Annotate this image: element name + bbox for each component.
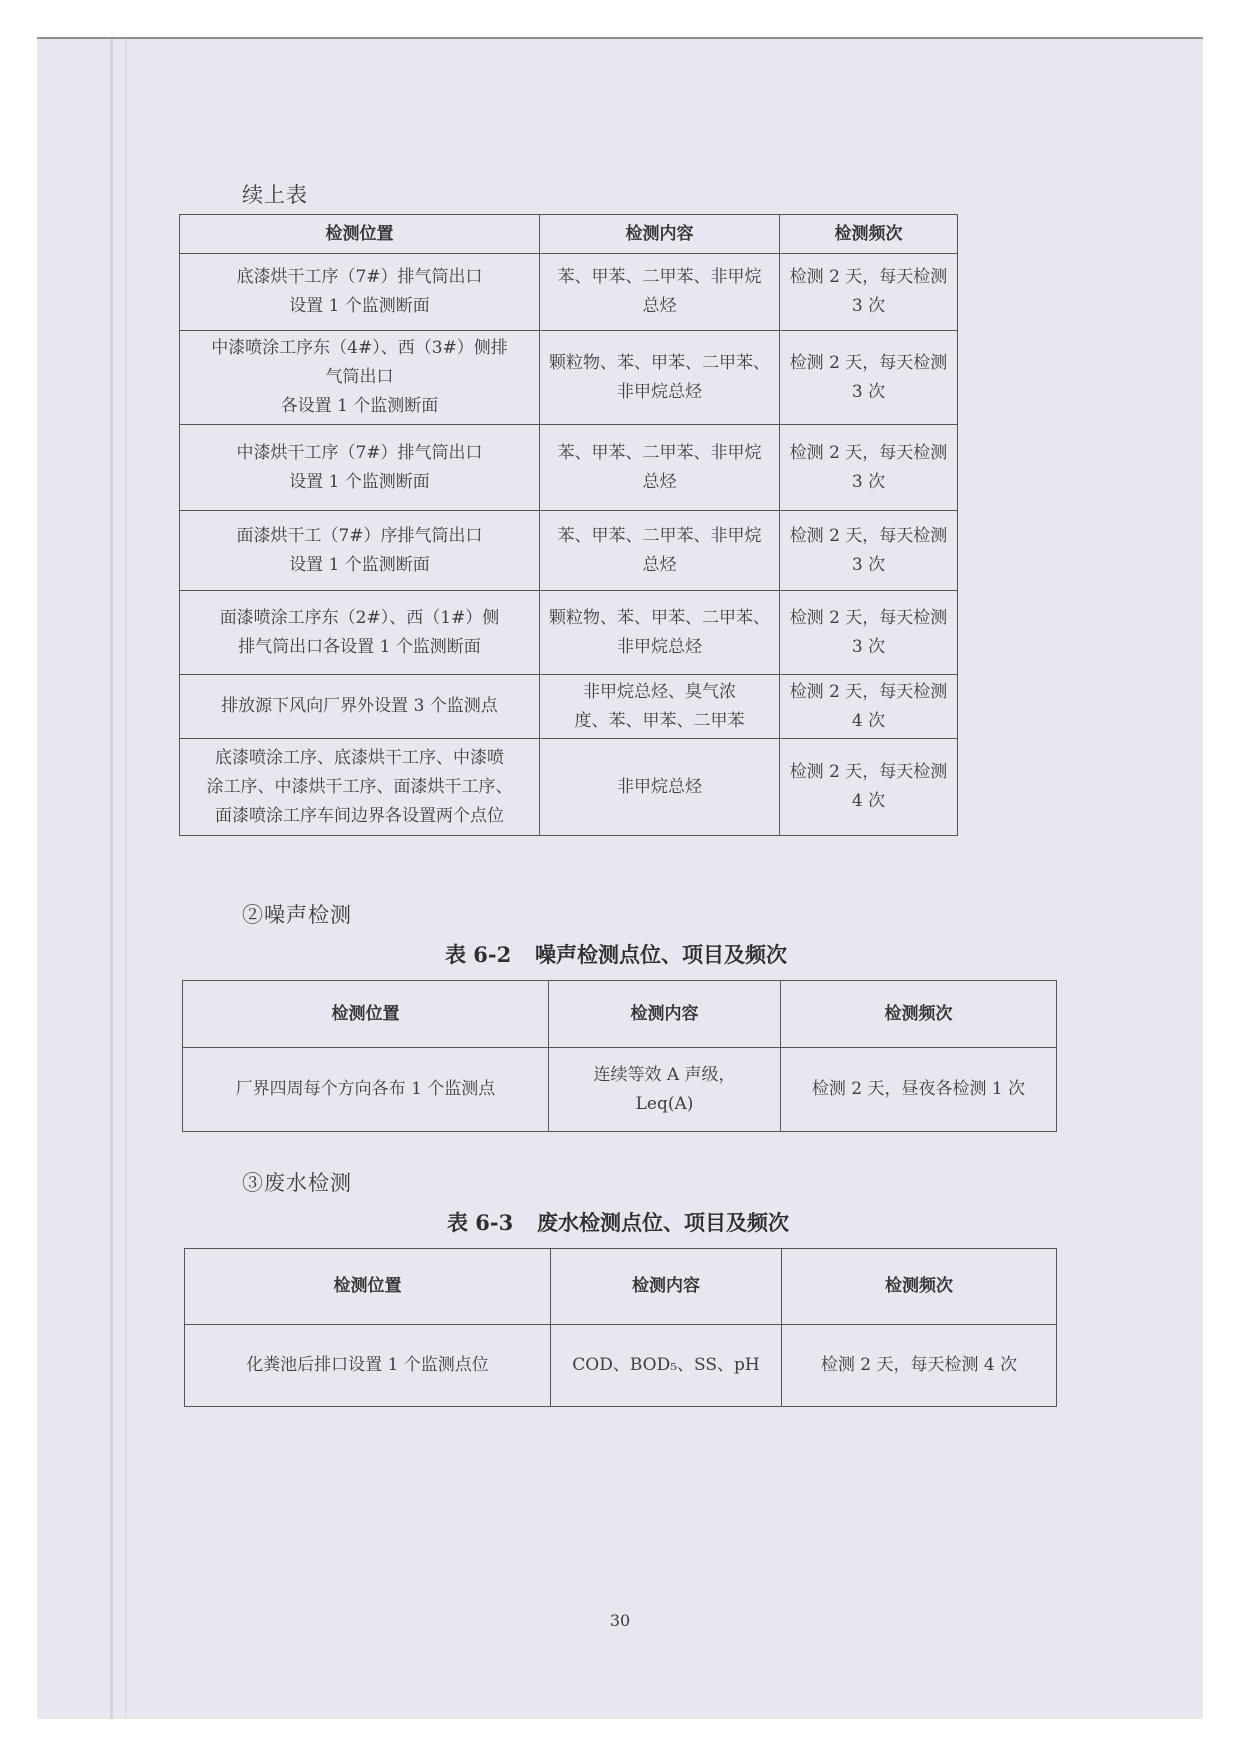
table-row [180, 739, 958, 836]
cell-content: 苯、甲苯、二甲苯、非甲烷 总烃 [540, 425, 780, 511]
cell-frequency: 检测 2 天，昼夜各检测 1 次 [781, 1048, 1057, 1132]
cell-frequency: 检测 2 天，每天检测 4 次 [780, 739, 958, 836]
header-frequency: 检测频次 [782, 1249, 1057, 1325]
cell-content: 非甲烷总烃 [540, 739, 780, 836]
header-content: 检测内容 [551, 1249, 782, 1325]
cell-content: 苯、甲苯、二甲苯、非甲烷 总烃 [540, 254, 780, 331]
header-location: 检测位置 [185, 1249, 551, 1325]
cell-frequency: 检测 2 天，每天检测 3 次 [780, 511, 958, 591]
table-row [180, 675, 958, 739]
wastewater-monitoring-table [184, 1248, 1057, 1407]
table-6-3-title: 废水检测点位、项目及频次 [537, 1210, 789, 1235]
continued-table-title: 续上表 [242, 183, 308, 207]
cell-frequency: 检测 2 天，每天检测 4 次 [780, 675, 958, 739]
noise-monitoring-table [182, 980, 1057, 1132]
binding-shadow-line [110, 39, 113, 1719]
table-header-row [183, 981, 1057, 1048]
cell-content: 颗粒物、苯、甲苯、二甲苯、 非甲烷总烃 [540, 331, 780, 425]
table-6-3-number: 表 6-3 [447, 1210, 514, 1235]
table-row [180, 591, 958, 675]
table-row [180, 331, 958, 425]
page-number: 30 [609, 1611, 631, 1630]
cell-location: 面漆喷涂工序东（2#）、西（1#）侧 排气筒出口各设置 1 个监测断面 [180, 591, 540, 675]
cell-location: 面漆烘干工（7#）序排气筒出口 设置 1 个监测断面 [180, 511, 540, 591]
binding-shadow-line-secondary [125, 39, 127, 1719]
cell-location: 化粪池后排口设置 1 个监测点位 [185, 1325, 551, 1407]
table-row [180, 511, 958, 591]
header-frequency: 检测频次 [781, 981, 1057, 1048]
wastewater-monitoring-heading: ③废水检测 [242, 1171, 352, 1195]
table-6-2-title: 噪声检测点位、项目及频次 [535, 942, 787, 967]
cell-frequency: 检测 2 天，每天检测 3 次 [780, 254, 958, 331]
cell-content: 连续等效 A 声级， Leq(A) [549, 1048, 781, 1132]
cell-frequency: 检测 2 天，每天检测 4 次 [782, 1325, 1057, 1407]
table-row [183, 1048, 1057, 1132]
cell-content: COD、BOD₅、SS、pH [551, 1325, 782, 1407]
header-location: 检测位置 [183, 981, 549, 1048]
cell-frequency: 检测 2 天，每天检测 3 次 [780, 425, 958, 511]
table-row [180, 254, 958, 331]
noise-monitoring-heading: ②噪声检测 [242, 903, 352, 927]
header-frequency: 检测频次 [780, 215, 958, 254]
table-row [185, 1325, 1057, 1407]
cell-content: 苯、甲苯、二甲苯、非甲烷 总烃 [540, 511, 780, 591]
header-location: 检测位置 [180, 215, 540, 254]
cell-location: 排放源下风向厂界外设置 3 个监测点 [180, 675, 540, 739]
header-content: 检测内容 [549, 981, 781, 1048]
header-content: 检测内容 [540, 215, 780, 254]
cell-content: 非甲烷总烃、臭气浓 度、苯、甲苯、二甲苯 [540, 675, 780, 739]
table-header-row [180, 215, 958, 254]
table-6-2-caption [445, 939, 787, 969]
table-row [180, 425, 958, 511]
cell-location: 中漆烘干工序（7#）排气筒出口 设置 1 个监测断面 [180, 425, 540, 511]
cell-location: 中漆喷涂工序东（4#）、西（3#）侧排 气筒出口 各设置 1 个监测断面 [180, 331, 540, 425]
monitoring-table-continued [179, 214, 958, 836]
table-6-3-caption [447, 1207, 789, 1237]
table-6-2-number: 表 6-2 [445, 942, 512, 967]
cell-content: 颗粒物、苯、甲苯、二甲苯、 非甲烷总烃 [540, 591, 780, 675]
cell-frequency: 检测 2 天，每天检测 3 次 [780, 591, 958, 675]
scanned-page [37, 37, 1203, 1719]
cell-frequency: 检测 2 天，每天检测 3 次 [780, 331, 958, 425]
cell-location: 底漆烘干工序（7#）排气筒出口 设置 1 个监测断面 [180, 254, 540, 331]
cell-location: 厂界四周每个方向各布 1 个监测点 [183, 1048, 549, 1132]
table-header-row [185, 1249, 1057, 1325]
cell-location: 底漆喷涂工序、底漆烘干工序、中漆喷 涂工序、中漆烘干工序、面漆烘干工序、 面漆喷涂工序车间边界各设置两个点位 [180, 739, 540, 836]
